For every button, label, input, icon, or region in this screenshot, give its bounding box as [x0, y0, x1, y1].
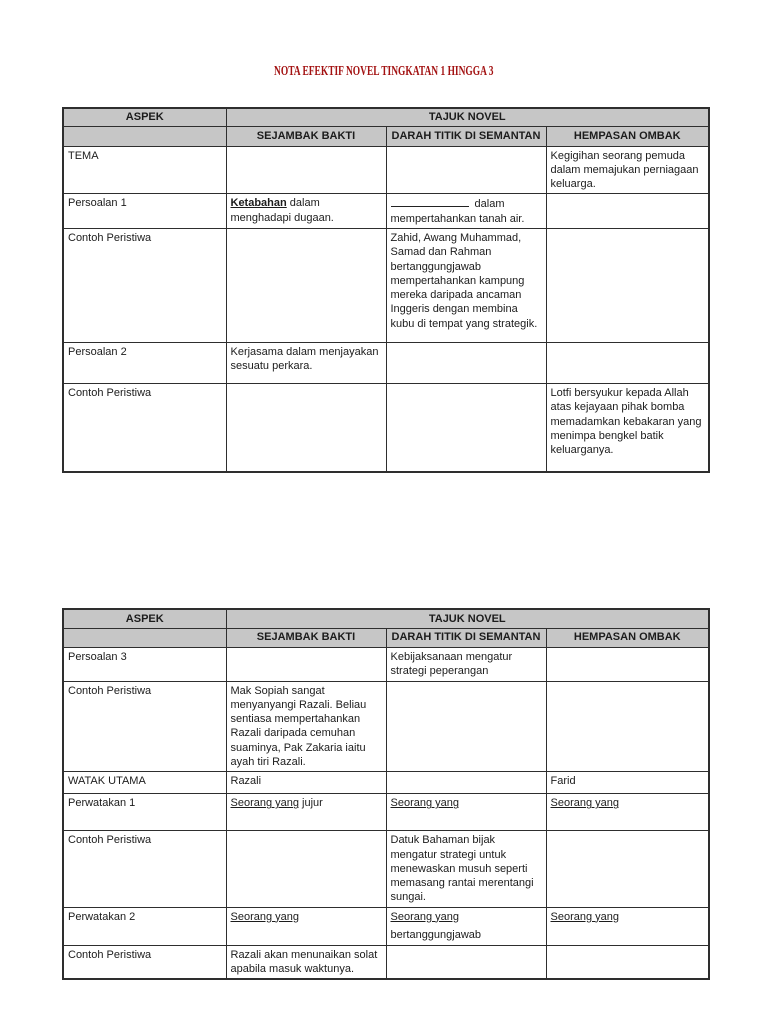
row-label-perwatakan-1: Perwatakan 1	[63, 794, 226, 831]
row-label-contoh-peristiwa-5: Contoh Peristiwa	[63, 945, 226, 979]
perwatakan2-darah-underlined: Seorang yang	[390, 910, 459, 923]
keyword-ketabahan: Ketabahan	[230, 197, 287, 210]
table-row	[63, 681, 709, 772]
cell-contoh2-darah	[386, 383, 546, 472]
cell-contoh3-sejambak: Mak Sopiah sangat menyanyangi Razali. Beliau sentiasa mempertahankan Razali daripada cemuhan suaminya, Pak Zakaria iaitu ayah tiri Razali.	[226, 681, 386, 772]
cell-contoh4-hempasan	[546, 831, 709, 907]
perwatakan1-darah-underlined: Seorang yang	[390, 797, 459, 810]
column-header-darah-titik-di-semantan: DARAH TITIK DI SEMANTAN	[386, 126, 546, 146]
header-tajuk-novel: TAJUK NOVEL	[226, 108, 709, 126]
header-aspek: ASPEK	[63, 108, 226, 126]
cell-contoh5-hempasan	[546, 945, 709, 979]
cell-contoh2-sejambak	[226, 383, 386, 472]
column-header-sejambak-bakti: SEJAMBAK BAKTI	[226, 126, 386, 146]
cell-persoalan2-sejambak: Kerjasama dalam menjayakan sesuatu perkara.	[226, 342, 386, 383]
perwatakan2-sejambak-underlined: Seorang yang	[230, 910, 299, 923]
cell-perwatakan2-darah	[386, 907, 546, 945]
cell-persoalan1-darah	[386, 194, 546, 229]
cell-persoalan1-hempasan	[546, 194, 709, 229]
cell-contoh4-sejambak	[226, 831, 386, 907]
table-row	[63, 609, 709, 628]
table-row	[63, 126, 709, 146]
cell-tema-sejambak	[226, 146, 386, 194]
table-row	[63, 228, 709, 342]
row-label-contoh-peristiwa-3: Contoh Peristiwa	[63, 681, 226, 772]
novel-notes-table-2	[62, 608, 710, 980]
cell-tema-darah	[386, 146, 546, 194]
cell-watak-darah	[386, 772, 546, 794]
cell-perwatakan1-sejambak	[226, 794, 386, 831]
blank-underline	[391, 196, 469, 207]
column-header-hempasan-ombak: HEMPASAN OMBAK	[546, 126, 709, 146]
cell-contoh4-darah: Datuk Bahaman bijak mengatur strategi untuk menewaskan musuh seperti memasang rantai merentangi sungai.	[386, 831, 546, 907]
page-title: NOTA EFEKTIF NOVEL TINGKATAN 1 HINGGA 3	[274, 63, 494, 78]
table-row	[63, 194, 709, 229]
table-row	[63, 647, 709, 681]
table-row	[63, 383, 709, 472]
cell-perwatakan2-hempasan	[546, 907, 709, 945]
column-header-darah-titik-di-semantan: DARAH TITIK DI SEMANTAN	[386, 628, 546, 647]
cell-persoalan2-hempasan	[546, 342, 709, 383]
table-row	[63, 907, 709, 945]
header-aspek-spacer	[63, 126, 226, 146]
cell-persoalan3-darah: Kebijaksanaan mengatur strategi peperangan	[386, 647, 546, 681]
table-row	[63, 772, 709, 794]
cell-contoh1-sejambak	[226, 228, 386, 342]
row-label-contoh-peristiwa-1: Contoh Peristiwa	[63, 228, 226, 342]
cell-persoalan3-sejambak	[226, 647, 386, 681]
perwatakan1-sejambak-underlined: Seorang yang	[230, 797, 299, 810]
cell-watak-hempasan: Farid	[546, 772, 709, 794]
row-label-perwatakan-2: Perwatakan 2	[63, 907, 226, 945]
table-row	[63, 945, 709, 979]
perwatakan2-hempasan-underlined: Seorang yang	[550, 910, 619, 923]
table-row	[63, 342, 709, 383]
cell-contoh1-darah: Zahid, Awang Muhammad, Samad dan Rahman bertanggungjawab mempertahankan kampung mereka daripada ancaman Inggeris dengan membina kubu di tempat yang strategik.	[386, 228, 546, 342]
cell-contoh3-darah	[386, 681, 546, 772]
cell-contoh5-sejambak: Razali akan menunaikan solat apabila masuk waktunya.	[226, 945, 386, 979]
row-label-persoalan-3: Persoalan 3	[63, 647, 226, 681]
row-label-tema: TEMA	[63, 146, 226, 194]
cell-watak-sejambak: Razali	[226, 772, 386, 794]
cell-persoalan2-darah	[386, 342, 546, 383]
perwatakan1-hempasan-underlined: Seorang yang	[550, 797, 619, 810]
cell-contoh5-darah	[386, 945, 546, 979]
header-aspek-spacer	[63, 628, 226, 647]
cell-perwatakan1-darah	[386, 794, 546, 831]
table-row	[63, 794, 709, 831]
cell-persoalan3-hempasan	[546, 647, 709, 681]
row-label-contoh-peristiwa-4: Contoh Peristiwa	[63, 831, 226, 907]
cell-contoh3-hempasan	[546, 681, 709, 772]
cell-perwatakan1-hempasan	[546, 794, 709, 831]
perwatakan2-darah-line2: bertanggungjawab	[390, 929, 482, 942]
header-tajuk-novel: TAJUK NOVEL	[226, 609, 709, 628]
table-row	[63, 831, 709, 907]
column-header-sejambak-bakti: SEJAMBAK BAKTI	[226, 628, 386, 647]
cell-tema-hempasan: Kegigihan seorang pemuda dalam memajukan perniagaan keluarga.	[546, 146, 709, 194]
row-label-persoalan-1: Persoalan 1	[63, 194, 226, 229]
row-label-contoh-peristiwa-2: Contoh Peristiwa	[63, 383, 226, 472]
cell-contoh2-hempasan: Lotfi bersyukur kepada Allah atas kejayaan pihak bomba memadamkan kebakaran yang menimpa bengkel batik keluarganya.	[546, 383, 709, 472]
page-title-row	[0, 62, 768, 80]
header-aspek: ASPEK	[63, 609, 226, 628]
table-row	[63, 108, 709, 126]
perwatakan1-sejambak-rest: jujur	[299, 797, 323, 810]
cell-perwatakan2-sejambak	[226, 907, 386, 945]
persoalan1-sejambak-text: dalam menghadapi dugaan.	[230, 197, 334, 224]
cell-persoalan1-sejambak	[226, 194, 386, 229]
table-row	[63, 146, 709, 194]
row-label-watak-utama: WATAK UTAMA	[63, 772, 226, 794]
persoalan1-darah-text: dalam mempertahankan tanah air.	[390, 198, 525, 225]
table-row	[63, 628, 709, 647]
row-label-persoalan-2: Persoalan 2	[63, 342, 226, 383]
novel-notes-table-1	[62, 107, 710, 473]
column-header-hempasan-ombak: HEMPASAN OMBAK	[546, 628, 709, 647]
cell-contoh1-hempasan	[546, 228, 709, 342]
